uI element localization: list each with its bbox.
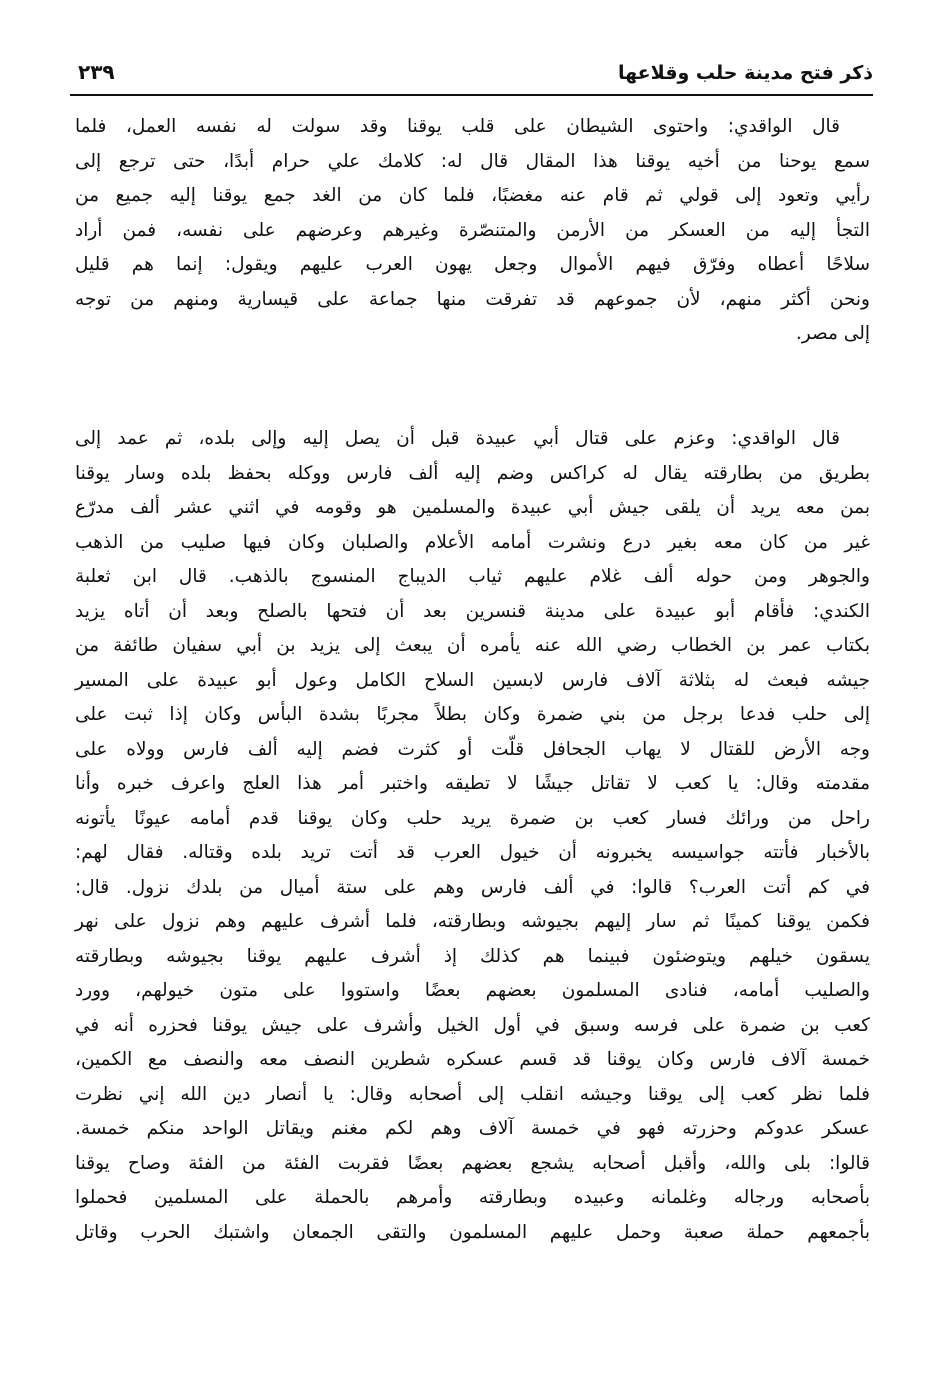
text-line: عسكر عدوكم وحزرته فهو في خمسة آلاف وهم لكم مغنم ويقاتل الواحد منكم خمسة.: [75, 1118, 870, 1139]
text-line: والصليب أمامه، فنادى المسلمون بعضهم بعضًا واستووا على متون خيولهم، وورد: [75, 980, 870, 1001]
text-line: بكتاب عمر بن الخطاب رضي الله عنه يأمره أن يبعث إلى يزيد بن أبي سفيان طائفة من: [75, 635, 870, 656]
paragraph-2: [75, 422, 870, 1250]
text-line: إلى حلب فدعا برجل من بني ضمرة وكان بطلاً مجربًا بشدة البأس وكان إذا ثبت على: [75, 704, 870, 725]
text-line: غير من كان معه بغير درع ونشرت أمامه الأعلام والصلبان وكان فيها صليب من الذهب: [75, 531, 870, 553]
page-number: ٢٣٩: [78, 60, 115, 84]
text-line: سمع يوحنا من أخيه يوقنا هذا المقال قال له: كلامك علي حرام أبدًا، حتى ترجع إلى: [75, 150, 870, 172]
text-line: بمن معه يريد أن يلقى جيش أبي عبيدة والمسلمين هو وقومه في اثني عشر ألف مدرّع: [75, 497, 870, 518]
text-line: بأصحابه ورجاله وغلمانه وعبيده وبطارقته وأمرهم بالحملة على المسلمين فحملوا: [75, 1187, 870, 1208]
text-line: التجأ إليه من العسكر من الأرمن والمتنصّرة وغيرهم وعرضهم على نفسه، فمن أراد: [75, 219, 870, 241]
text-line: راحل من ورائك فسار كعب بن ضمرة يريد حلب وكان يوقنا قدم أمامه عيونًا يأتونه: [75, 807, 870, 829]
text-line: خمسة آلاف فارس وكان يوقنا قد قسم عسكره شطرين النصف معه والنصف مع الكمين،: [75, 1049, 870, 1070]
text-line: بأجمعهم حملة صعبة وحمل عليهم المسلمون والتقى الجمعان واشتبك الحرب وقاتل: [75, 1221, 870, 1243]
text-line: رأيي وتعود إلى قولي ثم قام عنه مغضبًا، فلما كان من الغد جمع يوقنا إليه جميع من: [75, 185, 870, 206]
chapter-title: ذكر فتح مدينة حلب وقلاعها: [617, 62, 873, 84]
text-line: جيشه فبعث له بثلاثة آلاف فارس لابسين السلاح الكامل وعول أبو عبيدة على المسير: [75, 669, 870, 691]
text-line: فلما نظر كعب إلى يوقنا وجيشه انقلب إلى أصحابه وقال: يا أنصار دين الله إني نظرت: [75, 1083, 870, 1105]
text-line: ونحن أكثر منهم، لأن جموعهم قد تفرقت منها جماعة على قيسارية ومنهم من توجه: [75, 288, 870, 310]
running-header: [70, 58, 873, 94]
text-line: يسقون خيلهم ويتوضئون فبينما هم كذلك إذ أشرف عليهم يوقنا بجيوشه وبطارقته: [75, 945, 870, 967]
text-line: فكمن يوقنا كمينًا ثم سار إليهم بجيوشه وبطارقته، فلما أشرف عليهم وهم نزول على نهر: [75, 911, 870, 932]
text-line: قال الواقدي: وعزم على قتال أبي عبيدة قبل أن يصل إليه وإلى بلده، ثم عمد إلى: [75, 428, 840, 449]
text-line: بالأخبار فأتته جواسيسه يخبرونه أن خيول العرب قد أتت تريد بلده وقتاله. فقال لهم:: [75, 842, 870, 863]
paragraph-1: [75, 110, 870, 352]
text-line: بطريق من بطارقته يقال له كراكس وضم إليه ألف فارس ووكله بحفظ بلده وسار يوقنا: [75, 462, 870, 484]
text-line: كعب بن ضمرة على فرسه وسبق في أول الخيل وأشرف على جيش يوقنا فحزره أنه في: [75, 1014, 870, 1036]
text-line: قال الواقدي: واحتوى الشيطان على قلب يوقنا وقد سولت له نفسه العمل، فلما: [75, 116, 840, 137]
text-line: في كم أتت العرب؟ قالوا: في ألف فارس وهم على ستة أميال من بلدك نزول. قال:: [75, 876, 870, 898]
header-rule: [70, 94, 873, 96]
text-line: والجوهر ومن حوله ألف غلام عليهم ثياب الديباج المنسوج بالذهب. قال ابن ثعلبة: [75, 566, 870, 587]
text-line: مقدمته وقال: يا كعب لا تقاتل جيشًا لا تطيقه واختبر أمر هذا العلج واعرف خبره وأنا: [75, 773, 870, 794]
text-line: سلاحًا أعطاه وفرّق فيهم الأموال وجعل يهون العرب عليهم ويقول: إنما هم قليل: [75, 254, 870, 275]
text-line: إلى مصر.: [795, 323, 870, 344]
text-line: وجه الأرض للقتال لا يهاب الجحافل قلّت أو كثرت فضم إليه ألف فارس وولاه على: [75, 738, 870, 760]
text-line: الكندي: فأقام أبو عبيدة على مدينة قنسرين بعد أن فتحها بالصلح وبعد أن أتاه يزيد: [75, 600, 870, 622]
text-line: قالوا: بلى والله، وأقبل أصحابه يشجع بعضهم بعضًا فقربت الفئة من الفئة وصاح يوقنا: [75, 1152, 870, 1174]
